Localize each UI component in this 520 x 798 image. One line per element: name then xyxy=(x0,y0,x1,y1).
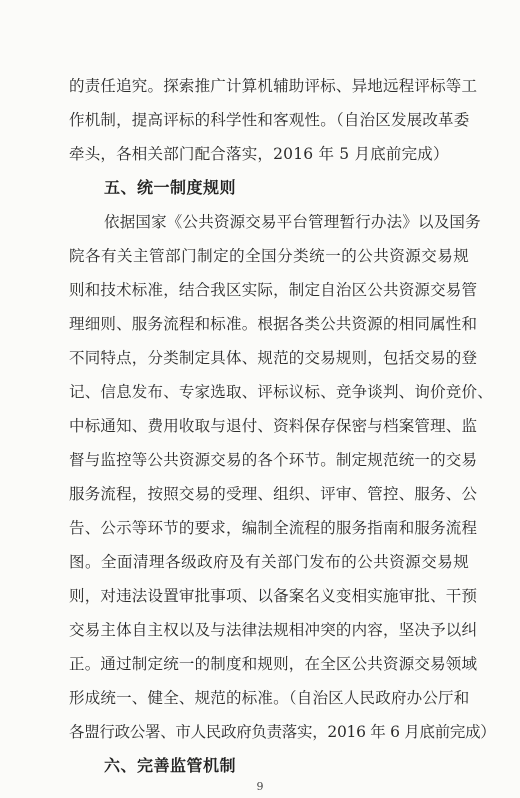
paragraph-line: 的责任追究。探索推广计算机辅助评标、异地远程评标等工 xyxy=(69,77,478,95)
paragraph-line: 图。全面清理各级政府及有关部门发布的公共资源交易规 xyxy=(69,553,469,571)
paragraph-line: 理细则、服务流程和标准。根据各类公共资源的相同属性和 xyxy=(69,315,478,333)
paragraph-line: 督与监控等公共资源交易的各个环节。制定规范统一的交易 xyxy=(69,451,478,469)
paragraph-line: 作机制，提高评标的科学性和客观性。（自治区发展改革委 xyxy=(69,111,470,129)
paragraph-line: 院各有关主管部门制定的全国分类统一的公共资源交易规 xyxy=(69,247,469,265)
paragraph-line: 依据国家《公共资源交易平台管理暂行办法》以及国务 xyxy=(104,213,481,231)
paragraph-line: 形成统一、健全、规范的标准。（自治区人民政府办公厅和 xyxy=(69,689,470,707)
paragraph-line: 中标通知、费用收取与退付、资料保存保密与档案管理、监 xyxy=(69,417,478,435)
paragraph-line: 不同特点，分类制定具体、规范的交易规则，包括交易的登 xyxy=(69,349,478,367)
paragraph-line: 牵头，各相关部门配合落实，2016 年 5 月底前完成） xyxy=(69,145,449,163)
section-heading: 五、统一制度规则 xyxy=(104,178,237,197)
page-number: 9 xyxy=(256,780,264,793)
paragraph-line: 交易主体自主权以及与法律法规相冲突的内容，坚决予以纠 xyxy=(69,621,478,639)
paragraph-line: 服务流程，按照交易的受理、组织、评审、管控、服务、公 xyxy=(69,485,478,503)
paragraph-line: 告、公示等环节的要求，编制全流程的服务指南和服务流程 xyxy=(69,519,478,537)
section-heading: 六、完善监管机制 xyxy=(104,756,237,775)
paragraph-line: 则，对违法设置审批事项、以备案名义变相实施审批、干预 xyxy=(69,587,478,605)
paragraph-line: 记、信息发布、专家选取、评标议标、竞争谈判、询价竞价、 xyxy=(69,383,493,401)
paragraph-line: 正。通过制定统一的制度和规则，在全区公共资源交易领域 xyxy=(69,655,478,673)
paragraph-line: 则和技术标准，结合我区实际，制定自治区公共资源交易管 xyxy=(69,281,478,299)
paragraph-line: 各盟行政公署、市人民政府负责落实，2016 年 6 月底前完成） xyxy=(69,723,496,741)
